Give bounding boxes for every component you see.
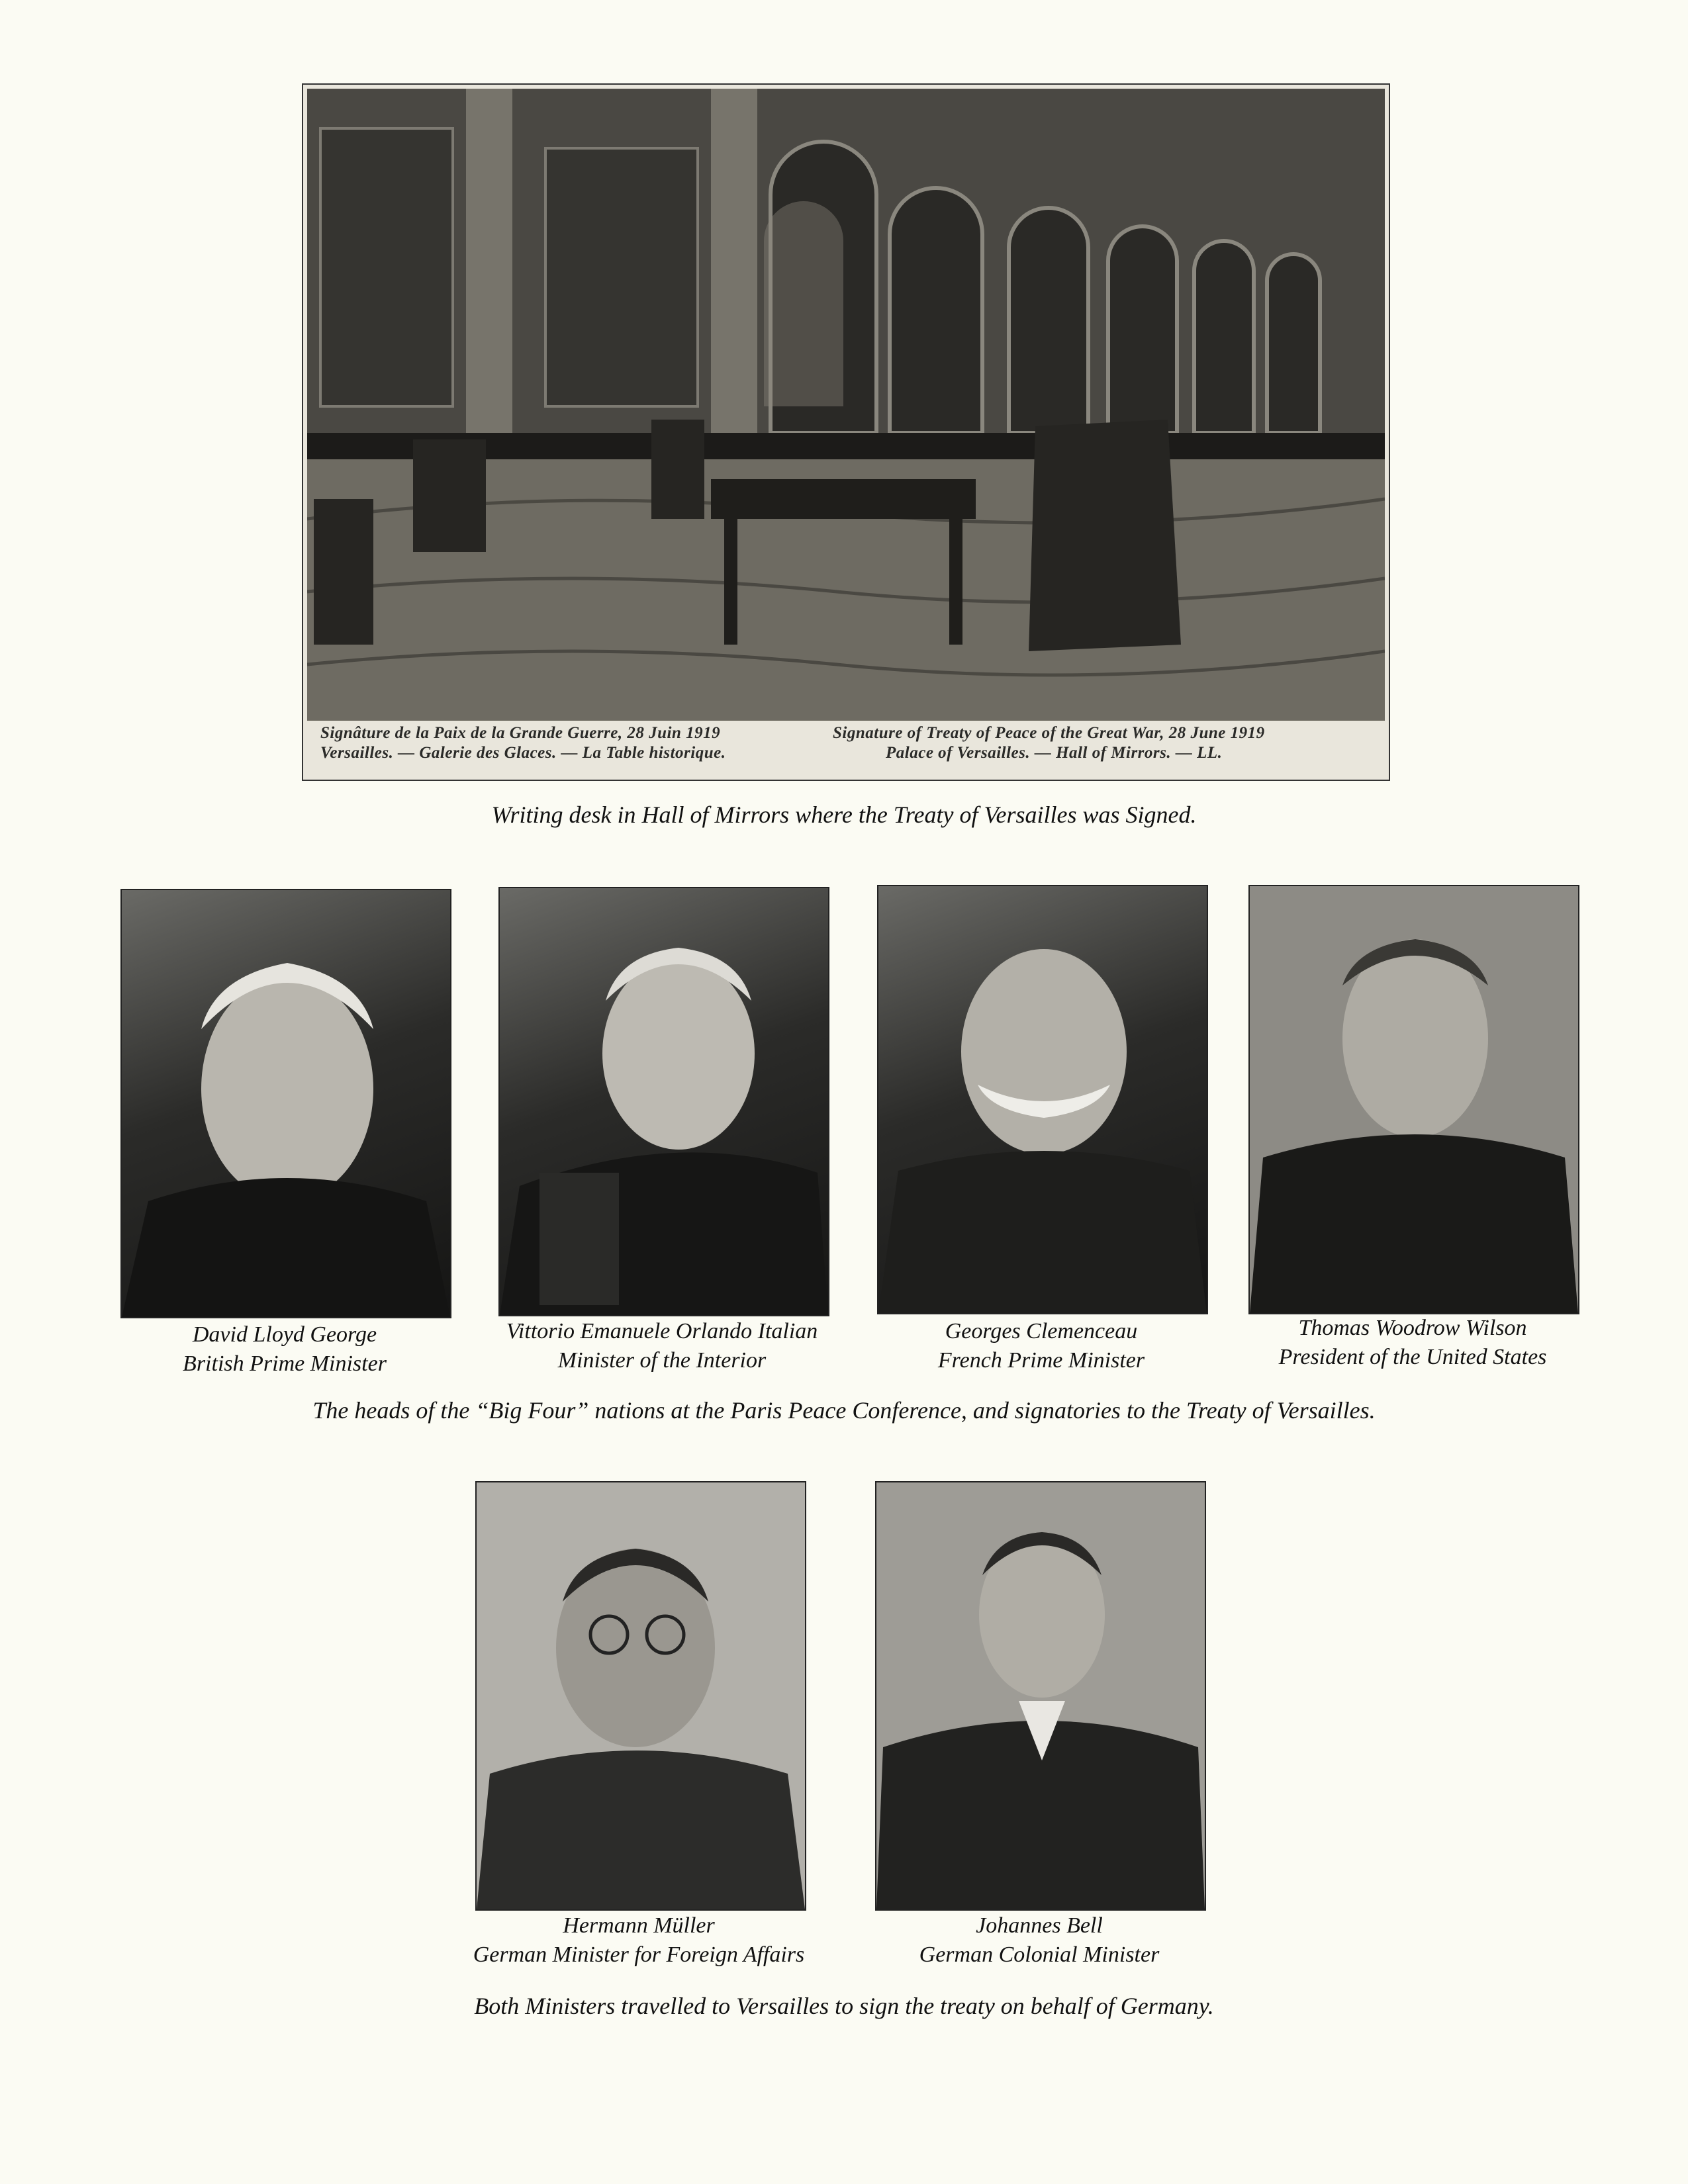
title-lloyd-george: British Prime Minister — [183, 1351, 387, 1376]
caption-clemenceau — [869, 1317, 1213, 1375]
name-wilson: Thomas Woodrow Wilson — [1298, 1316, 1527, 1340]
title-clemenceau: French Prime Minister — [937, 1348, 1145, 1373]
name-lloyd-george: David Lloyd George — [192, 1322, 377, 1347]
portrait-wilson — [1248, 885, 1579, 1314]
big-four-caption: The heads of the “Big Four” nations at the Paris Peace Conference, and signatories to the Treaty of Versailles. — [312, 1397, 1376, 1424]
portrait-mueller — [475, 1481, 806, 1911]
name-clemenceau: Georges Clemenceau — [945, 1319, 1138, 1343]
portrait-orlando — [498, 887, 829, 1316]
name-mueller: Hermann Müller — [563, 1913, 715, 1938]
hall-of-mirrors-caption: Writing desk in Hall of Mirrors where the Treaty of Versailles was Signed. — [491, 801, 1197, 828]
germany-caption: Both Ministers travelled to Versailles to sign the treaty on behalf of Germany. — [474, 1993, 1214, 2019]
title-orlando: Minister of the Interior — [557, 1348, 767, 1373]
title-mueller: German Minister for Foreign Affairs — [473, 1942, 805, 1967]
portrait-clemenceau — [877, 885, 1208, 1314]
postcard-caption-french-2: Versailles. — Galerie des Glaces. — La Table historique. — [320, 744, 726, 762]
caption-wilson — [1227, 1314, 1598, 1372]
title-wilson: President of the United States — [1278, 1345, 1547, 1369]
caption-bell — [847, 1911, 1231, 1970]
name-orlando: Vittorio Emanuele Orlando Italian — [506, 1319, 818, 1343]
name-bell: Johannes Bell — [976, 1913, 1103, 1938]
caption-orlando — [463, 1317, 861, 1375]
caption-lloyd-george — [113, 1320, 457, 1379]
title-bell: German Colonial Minister — [919, 1942, 1160, 1967]
postcard-caption-english-1: Signature of Treaty of Peace of the Great War, 28 June 1919 — [833, 724, 1265, 742]
hall-of-mirrors-photo — [307, 89, 1385, 721]
postcard-caption-english-2: Palace of Versailles. — Hall of Mirrors. — LL. — [886, 744, 1223, 762]
postcard-caption-french-1: Signâture de la Paix de la Grande Guerre, 28 Juin 1919 — [320, 724, 721, 742]
portrait-bell — [875, 1481, 1206, 1911]
hall-of-mirrors-postcard — [302, 83, 1390, 781]
portrait-lloyd-george — [120, 889, 451, 1318]
caption-mueller — [437, 1911, 841, 1970]
